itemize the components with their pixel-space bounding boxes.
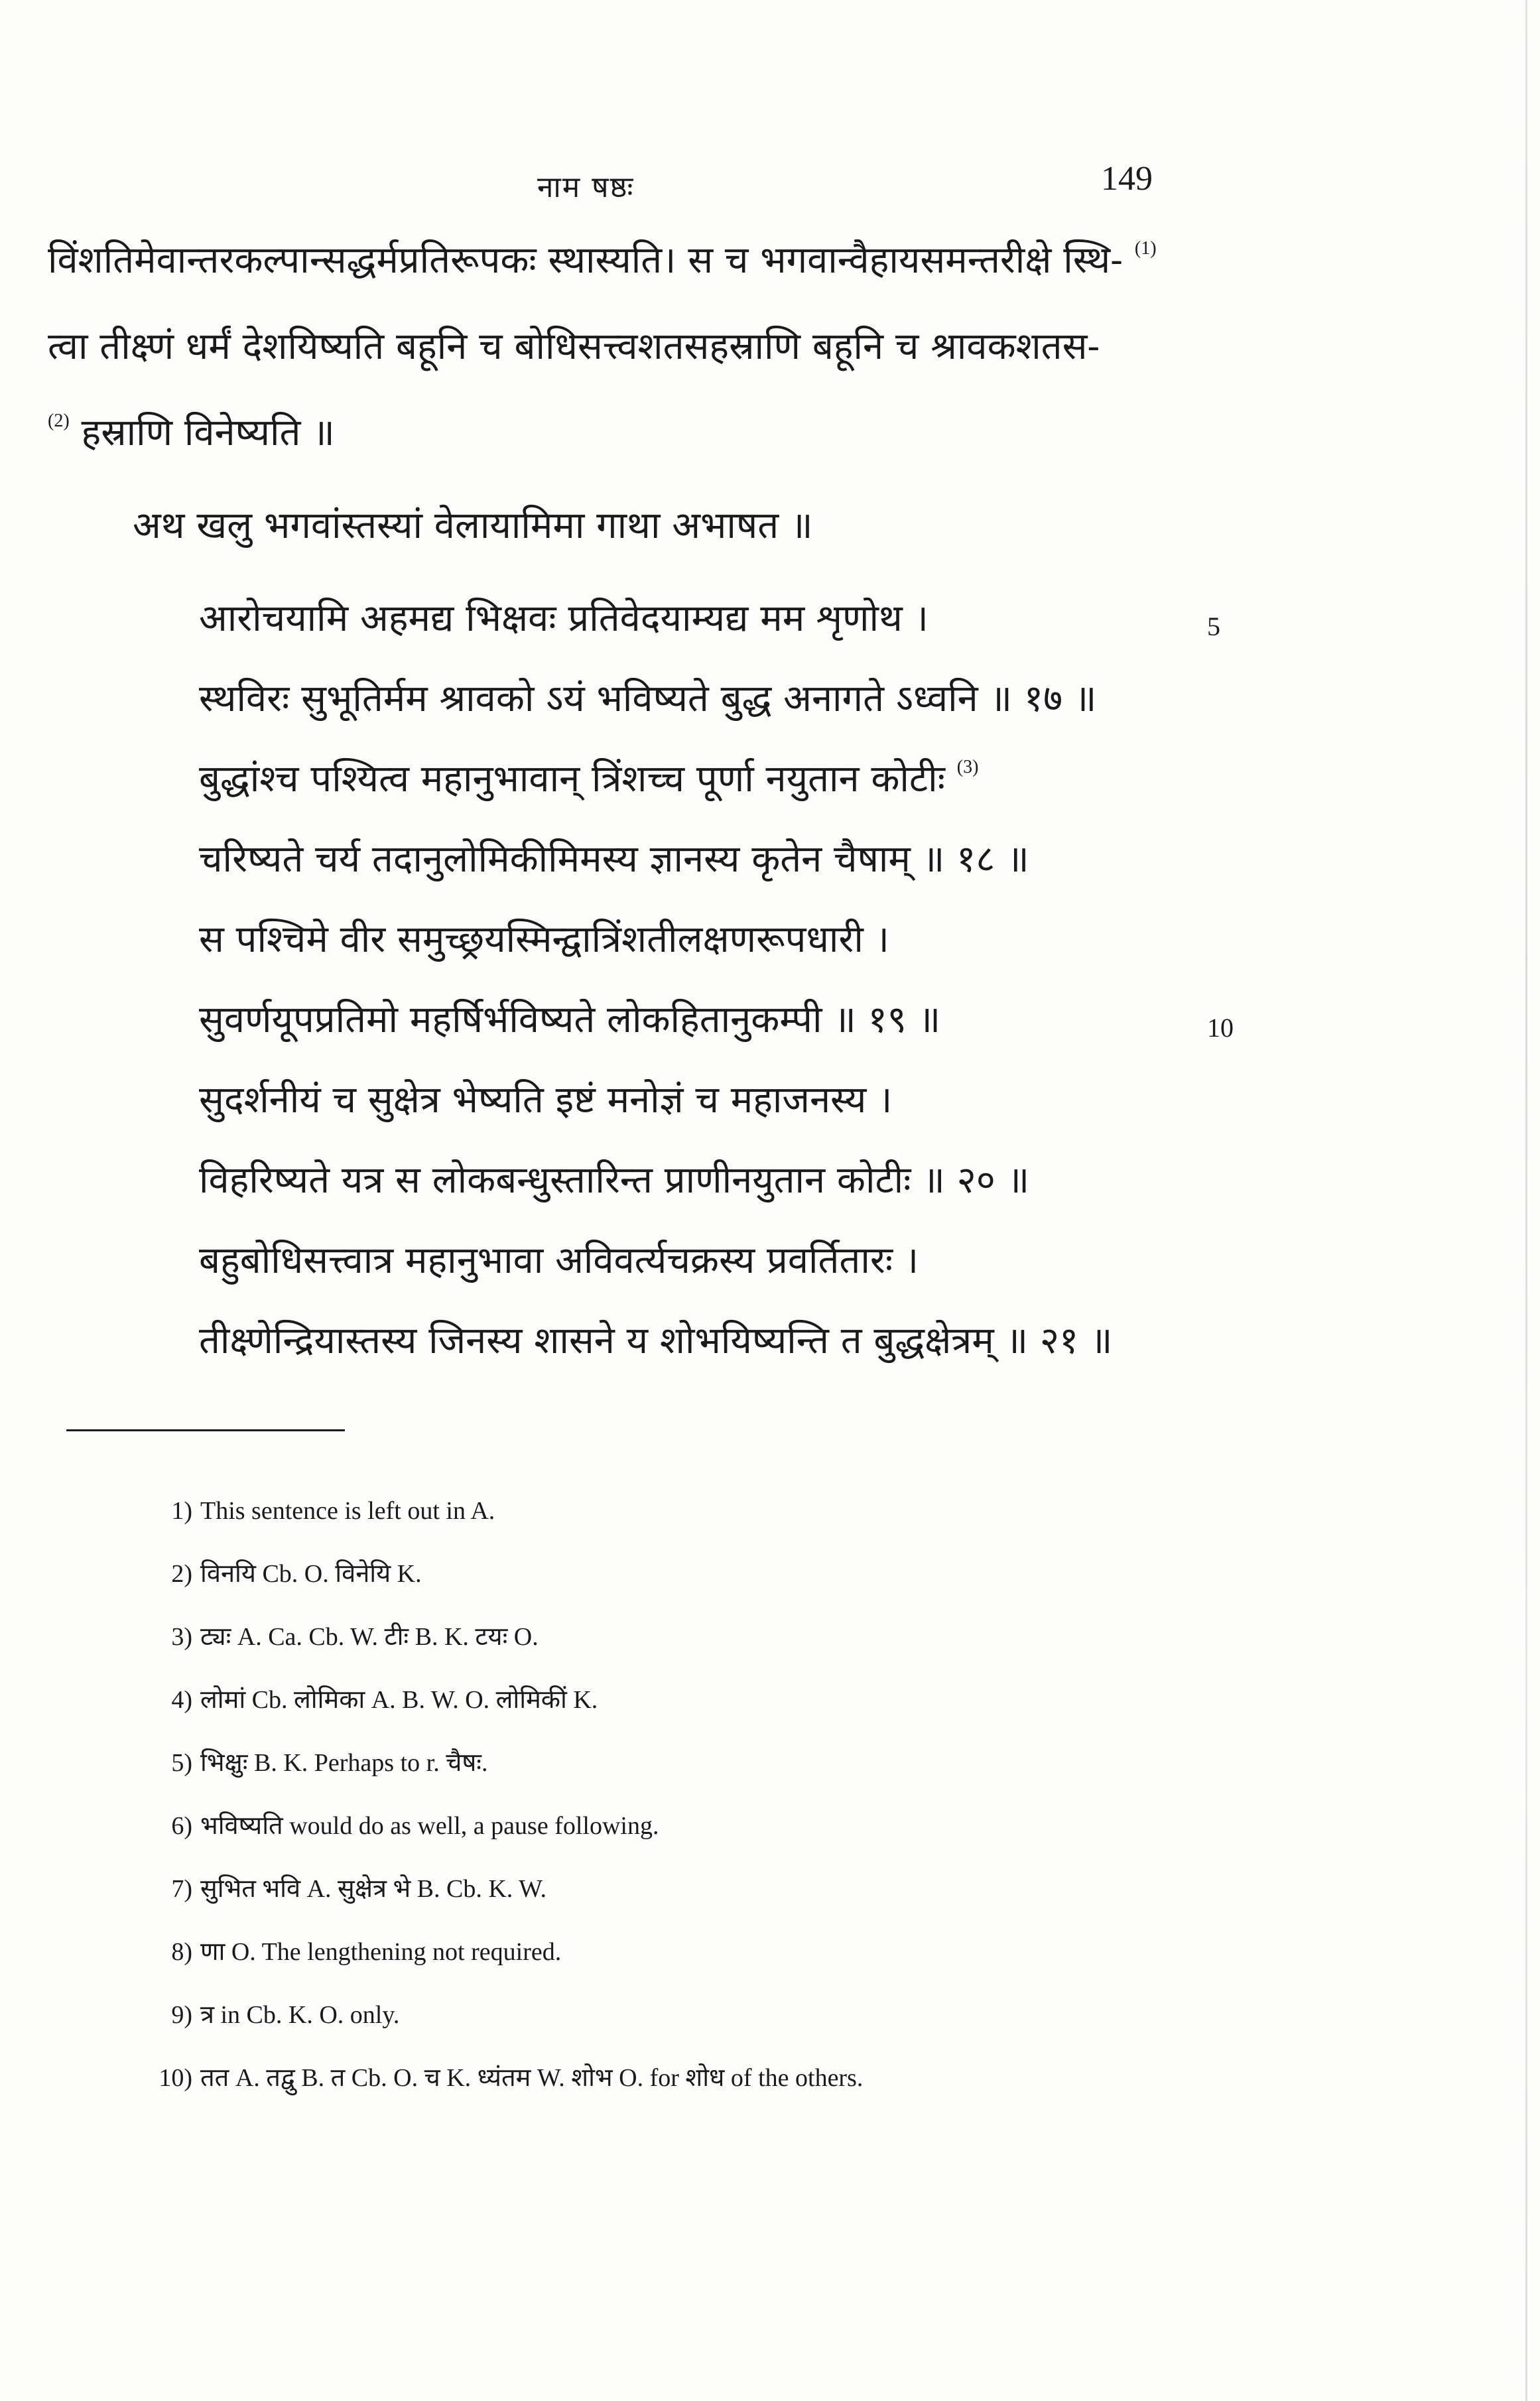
- footnote: [153, 1622, 1280, 1685]
- verse-line: [199, 1159, 1220, 1239]
- verse-text: विहरिष्यते यत्र स लोकबन्धुस्तारिन्त प्राणीनयुतान कोटीः ॥ २० ॥: [199, 1159, 1030, 1202]
- footnote-separator: [66, 1429, 345, 1431]
- footnote-number: 8): [171, 1938, 192, 1966]
- footnote-number: 4): [171, 1686, 192, 1714]
- footnote: [153, 2000, 1280, 2063]
- verse-line: [199, 677, 1220, 757]
- prose-line-text: विंशतिमेवान्तरकल्पान्सद्धर्मप्रतिरूपकः स्थास्यति। स च भगवान्वैहायसमन्तरीक्षे स्थि-: [48, 239, 1123, 282]
- prose-line: [48, 239, 1215, 325]
- verse-intro: अथ खलु भगवांस्तस्यां वेलायामिमा गाथा अभाषत ॥: [133, 504, 813, 547]
- footnote-ref: (2): [48, 411, 70, 431]
- footnote-text: This sentence is left out in A.: [200, 1497, 495, 1525]
- verse-line: [199, 597, 1220, 677]
- verse-text: सुवर्णयूपप्रतिमो महर्षिर्भविष्यते लोकहितानुकम्पी ॥ १९ ॥: [199, 998, 941, 1041]
- verse-text: बुद्धांश्च पश्यित्व महानुभावान् त्रिंशच्च पूर्णा नयुतान कोटीः: [199, 757, 945, 801]
- footnote-text: तत A. तद्वु B. त Cb. O. च K. ध्यंतम W. शोभ O. for शोध of the others.: [200, 2064, 864, 2092]
- footnote-text: सुभित भवि A. सुक्षेत्र भे B. Cb. K. W.: [200, 1875, 546, 1903]
- footnote-text: ट्यः A. Ca. Cb. W. टीः B. K. टयः O.: [200, 1623, 539, 1651]
- verse-text: आरोचयामि अहमद्य भिक्षवः प्रतिवेदयाम्यद्य मम शृणोथ ।: [199, 597, 929, 640]
- footnote-number: 9): [171, 2001, 192, 2029]
- running-head: [0, 159, 1540, 212]
- verse-line: [199, 838, 1220, 918]
- verse-block: [199, 597, 1234, 1399]
- footnote-number: 2): [171, 1560, 192, 1588]
- footnote-number: 1): [171, 1497, 192, 1525]
- verse-text: चरिष्यते चर्य तदानुलोमिकीमिमस्य ज्ञानस्य कृतेन चैषाम् ॥ १८ ॥: [199, 838, 1029, 881]
- footnote-text: णा O. The lengthening not required.: [200, 1938, 562, 1966]
- footnote: [153, 1748, 1280, 1811]
- footnote-text: विनयि Cb. O. विनेयि K.: [200, 1560, 422, 1588]
- line-margin-number: 5: [1207, 612, 1220, 641]
- footnote-ref: (3): [956, 757, 979, 777]
- page-number: 149: [1101, 160, 1153, 198]
- footnote-text: त्र in Cb. K. O. only.: [200, 2001, 400, 2029]
- footnote-number: 6): [171, 1812, 192, 1840]
- scan-edge: [1525, 0, 1527, 2401]
- footnote-number: 10): [159, 2064, 192, 2092]
- verse-line: [199, 1078, 1220, 1159]
- footnote: [153, 1874, 1280, 1937]
- running-title: नाम षष्ठः: [537, 170, 635, 204]
- footnote: [153, 1811, 1280, 1874]
- verse-text: स पश्चिमे वीर समुच्छ्रयस्मिन्द्वात्रिंशतीलक्षणरूपधारी ।: [199, 918, 889, 961]
- verse-line: [199, 1319, 1220, 1399]
- verse-text: बहुबोधिसत्त्वात्र महानुभावा अविवर्त्यचक्रस्य प्रवर्तितारः ।: [199, 1239, 919, 1282]
- footnote-ref: (1): [1134, 238, 1157, 259]
- footnote-number: 5): [171, 1749, 192, 1777]
- footnote: [153, 1559, 1280, 1622]
- footnote: [153, 1496, 1280, 1559]
- prose-line: [48, 325, 1215, 411]
- prose-line-text: त्वा तीक्ष्णं धर्मं देशयिष्यति बहूनि च बोधिसत्त्वशतसहस्राणि बहूनि च श्रावकशतस-: [48, 325, 1100, 368]
- verse-line: [199, 1239, 1220, 1319]
- footnote-number: 3): [171, 1623, 192, 1651]
- prose-line-text: हस्राणि विनेष्यति ॥: [81, 411, 335, 454]
- prose-paragraph: [48, 239, 1215, 497]
- line-margin-number: 10: [1207, 1013, 1234, 1043]
- footnote-text: लोमां Cb. लोमिका A. B. W. O. लोमिकीं K.: [200, 1686, 598, 1714]
- verse-line: [199, 757, 1220, 838]
- footnote: [153, 1685, 1280, 1748]
- footnote-number: 7): [171, 1875, 192, 1903]
- verse-text: सुदर्शनीयं च सुक्षेत्र भेष्यति इष्टं मनोज्ञं च महाजनस्य ।: [199, 1078, 893, 1122]
- footnote: [153, 1937, 1280, 2000]
- footnote-text: भिक्षुः B. K. Perhaps to r. चैषः.: [200, 1749, 488, 1777]
- prose-line: [48, 411, 1215, 497]
- footnotes: [153, 1496, 1280, 2126]
- verse-text: तीक्ष्णेन्द्रियास्तस्य जिनस्य शासने य शोभयिष्यन्ति त बुद्धक्षेत्रम् ॥ २१ ॥: [199, 1319, 1113, 1362]
- footnote-text: भविष्यति would do as well, a pause following.: [200, 1812, 659, 1840]
- footnote: [153, 2063, 1280, 2126]
- verse-text: स्थविरः सुभूतिर्मम श्रावको ऽयं भविष्यते बुद्ध अनागते ऽध्वनि ॥ १७ ॥: [199, 677, 1097, 720]
- verse-line: [199, 918, 1220, 998]
- verse-line: [199, 998, 1234, 1078]
